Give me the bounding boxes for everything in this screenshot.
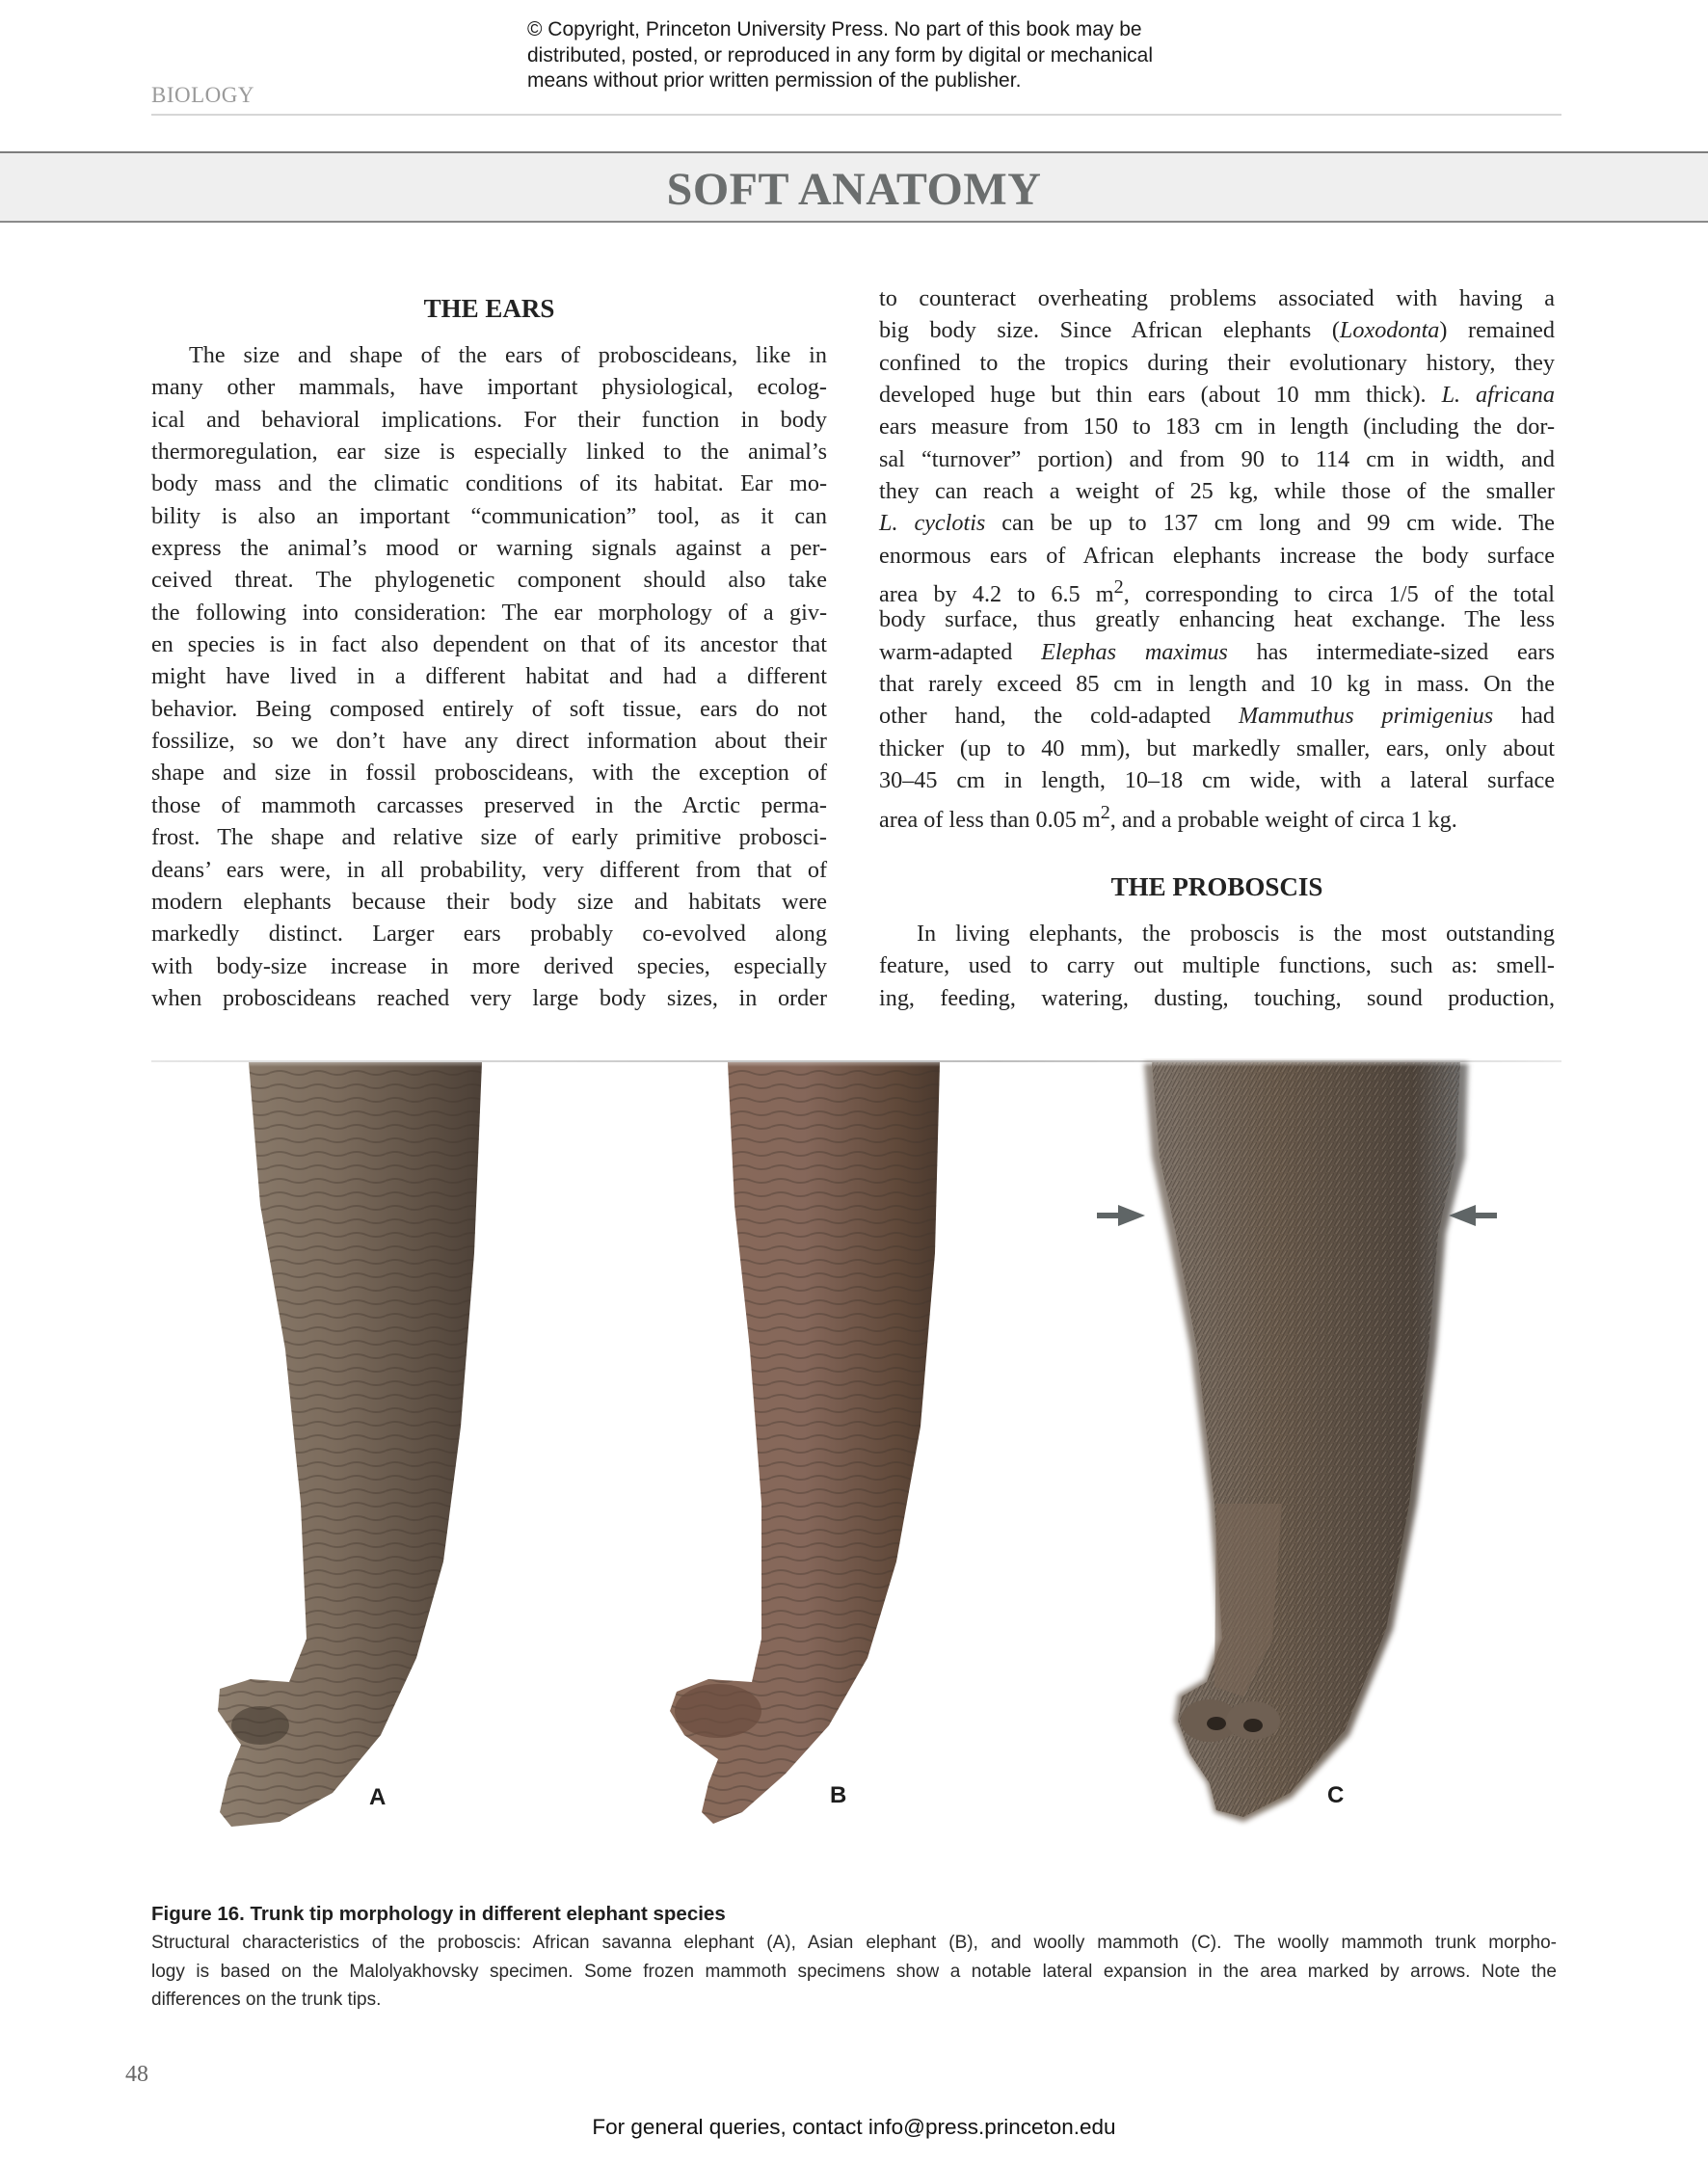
- page-number: 48: [125, 2062, 148, 2087]
- text-line: that rarely exceed 85 cm in length and 10 kg in mass. On the: [879, 671, 1555, 698]
- text-line: modern elephants because their body size and habitats were: [151, 888, 827, 915]
- text-line: ical and behavioral implications. For their function in body: [151, 406, 827, 433]
- copyright-line: © Copyright, Princeton University Press. No part of this book may be: [527, 18, 1142, 40]
- text-line: thicker (up to 40 mm), but markedly smaller, ears, only about: [879, 735, 1555, 761]
- text-line: body mass and the climatic conditions of its habitat. Ear mo-: [151, 470, 827, 497]
- text-line: other hand, the cold-adapted Mammuthus primigenius had: [879, 703, 1555, 730]
- arrow-left-icon: [1449, 1205, 1497, 1226]
- text-line: deans’ ears were, in all probability, very different from that of: [151, 856, 827, 883]
- figure-caption: [151, 1900, 1557, 2015]
- text-line: area of less than 0.05 $m^2$, and a probable weight of circa 1 kg.: [879, 801, 1457, 833]
- text-line: they can reach a weight of 25 kg, while those of the smaller: [879, 478, 1555, 505]
- text-line: bility is also an important “communication” tool, as it can: [151, 502, 827, 529]
- text-line: developed huge but thin ears (about 10 mm thick). L. africana: [879, 382, 1555, 409]
- text-line: ing, feeding, watering, dusting, touching, sound production,: [879, 984, 1555, 1011]
- text-line: The size and shape of the ears of proboscideans, like in: [189, 342, 827, 368]
- trunk-b-asian-elephant: [670, 1062, 954, 1824]
- chapter-title: SOFT ANATOMY: [666, 164, 1042, 215]
- trunk-c-woolly-mammoth: [1137, 1062, 1475, 1822]
- contact-footer: For general queries, contact info@press.princeton.edu: [592, 2115, 1116, 2139]
- figure-label-c: C: [1327, 1782, 1345, 1808]
- caption-line: Structural characteristics of the proboscis: African savanna elephant (A), Asian elephant (B), and woolly mammoth (C). The woolly mammoth trunk morpho-: [151, 1933, 1557, 1953]
- caption-line: differences on the trunk tips.: [151, 1990, 382, 2010]
- text-line: In living elephants, the proboscis is the most outstanding: [917, 920, 1555, 947]
- section-heading-ears: THE EARS: [423, 294, 555, 323]
- ears-paragraph: [151, 339, 827, 1014]
- caption-title: Figure 16. Trunk tip morphology in different elephant species: [151, 1903, 726, 1925]
- header-divider: [151, 114, 1561, 116]
- trunk-figure: [0, 1058, 1708, 1849]
- text-line: express the animal’s mood or warning signals against a per-: [151, 535, 827, 562]
- text-line: area by 4.2 to 6.5 $m^2$, corresponding to circa 1/5 of the total: [879, 576, 1556, 608]
- text-line: behavior. Being composed entirely of soft tissue, ears do not: [151, 695, 827, 722]
- text-line: thermoregulation, ear size is especially linked to the animal’s: [151, 439, 827, 466]
- text-line: body surface, thus greatly enhancing heat exchange. The less: [879, 606, 1555, 633]
- figure-label-a: A: [369, 1784, 387, 1810]
- text-line: big body size. Since African elephants (Loxodonta) remained: [879, 317, 1555, 344]
- running-head: BIOLOGY: [151, 83, 254, 107]
- right-column: [879, 282, 1555, 1014]
- text-line: warm-adapted Elephas maximus has intermediate-sized ears: [879, 638, 1555, 665]
- text-line: ceived threat. The phylogenetic component should also take: [151, 567, 827, 594]
- text-line: to counteract overheating problems associated with having a: [879, 285, 1555, 311]
- arrow-right-icon: [1097, 1205, 1145, 1226]
- text-line: sal “turnover” portion) and from 90 to 114 cm in width, and: [879, 445, 1555, 472]
- text-line: markedly distinct. Larger ears probably co-evolved along: [151, 921, 827, 948]
- trunk-a-african-savanna-elephant: [218, 1062, 492, 1827]
- text-line: shape and size in fossil proboscideans, with the exception of: [151, 760, 827, 787]
- text-line: the following into consideration: The ear morphology of a giv-: [151, 599, 827, 626]
- text-line: those of mammoth carcasses preserved in the Arctic perma-: [151, 791, 827, 818]
- text-line: when proboscideans reached very large body sizes, in order: [151, 984, 827, 1011]
- proboscis-paragraph: [879, 918, 1555, 1014]
- copyright-notice: [527, 17, 1202, 94]
- text-line: frost. The shape and relative size of early primitive probosci-: [151, 824, 827, 851]
- left-column: [151, 289, 827, 1014]
- figure-label-b: B: [830, 1782, 847, 1808]
- text-line: ears measure from 150 to 183 cm in length (including the dor-: [879, 414, 1555, 441]
- text-line: feature, used to carry out multiple functions, such as: smell-: [879, 952, 1555, 979]
- copyright-line: means without prior written permission of the publisher.: [527, 69, 1022, 92]
- text-line: might have lived in a different habitat and had a different: [151, 663, 827, 690]
- text-line: fossilize, so we don’t have any direct information about their: [151, 728, 827, 755]
- chapter-banner: [0, 151, 1708, 223]
- text-line: confined to the tropics during their evolutionary history, they: [879, 349, 1555, 376]
- text-line: with body-size increase in more derived species, especially: [151, 952, 827, 979]
- text-line: many other mammals, have important physiological, ecolog-: [151, 374, 827, 401]
- ears-paragraph-continued: [879, 282, 1556, 833]
- text-line: L. cyclotis can be up to 137 cm long and 99 cm wide. The: [879, 510, 1556, 537]
- text-line: en species is in fact also dependent on that of its ancestor that: [151, 631, 827, 658]
- caption-line: logy is based on the Malolyakhovsky specimen. Some frozen mammoth specimens show a notable lateral expansion in the area marked by arrows. Note the: [151, 1961, 1557, 1982]
- section-heading-proboscis: THE PROBOSCIS: [1110, 871, 1323, 901]
- text-line: enormous ears of African elephants increase the body surface: [879, 542, 1555, 569]
- copyright-line: distributed, posted, or reproduced in any form by digital or mechanical: [527, 43, 1154, 67]
- text-line: 30–45 cm in length, 10–18 cm wide, with a lateral surface: [879, 767, 1555, 794]
